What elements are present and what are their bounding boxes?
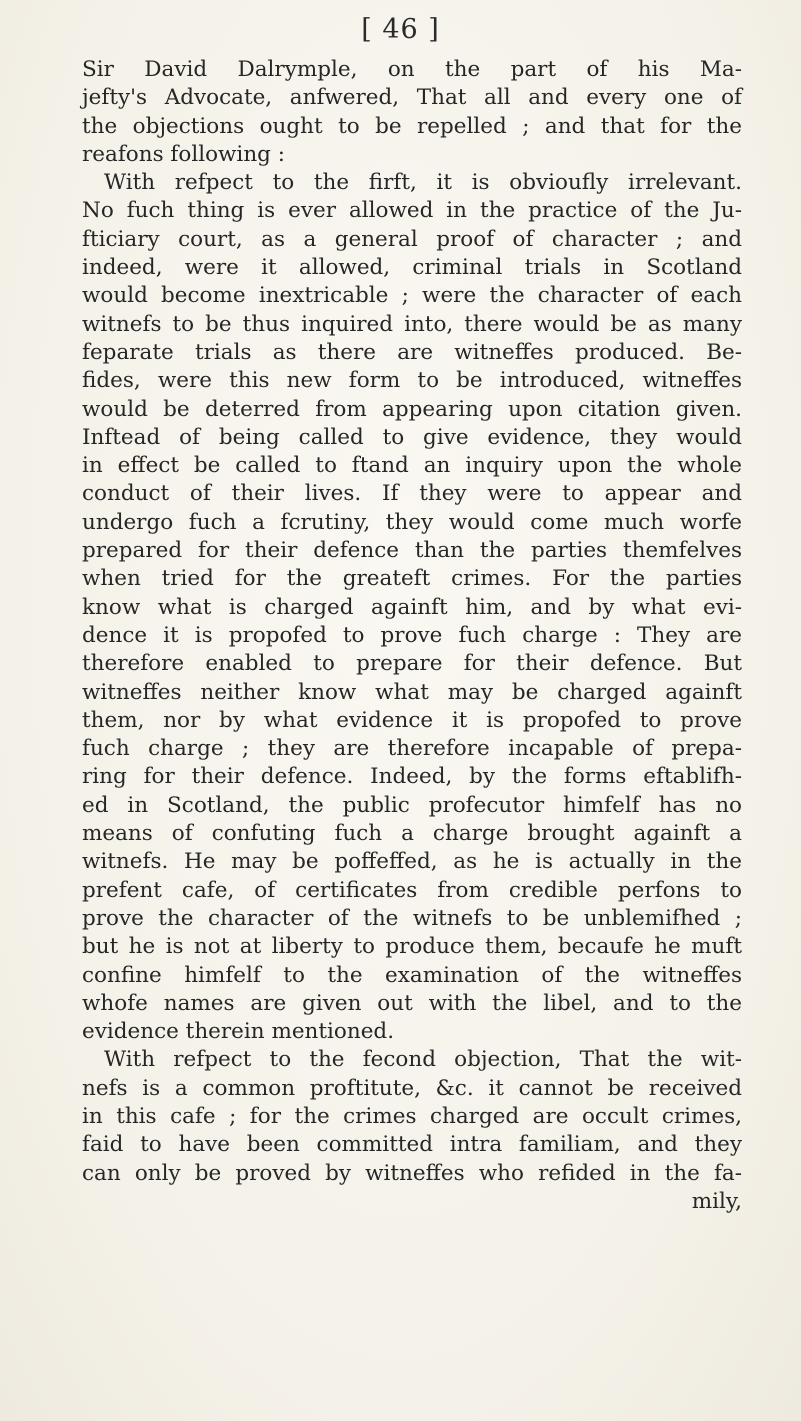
text-line: fticiary court, as a general proof of character ; and [82,226,742,252]
text-line: therefore enabled to prepare for their defence. But [82,651,742,677]
text-line: With refpect to the firft, it is obvioufly irrelevant. [104,170,742,196]
text-line: prefent cafe, of certificates from credible perfons to [82,877,742,903]
text-line: confine himfelf to the examination of the witneffes [82,962,742,988]
text-line: in this cafe ; for the crimes charged are occult crimes, [82,1103,742,1129]
text-line: Inftead of being called to give evidence, they would [82,424,742,450]
text-line: the objections ought to be repelled ; and that for the [82,113,742,139]
text-line: but he is not at liberty to produce them, becaufe he muft [82,934,742,960]
text-line: jefty's Advocate, anfwered, That all and every one of [82,85,742,111]
text-line: means of confuting fuch a charge brought againft a [82,821,742,847]
text-line: can only be proved by witneffes who refided in the fa- [82,1160,742,1186]
text-line: No fuch thing is ever allowed in the practice of the Ju- [82,198,742,224]
text-line: prove the character of the witnefs to be unblemifhed ; [82,905,742,931]
text-line: evidence therein mentioned. [82,1019,395,1045]
text-line: Sir David Dalrymple, on the part of his Ma- [82,57,742,82]
text-line: nefs is a common proftitute, &c. it cannot be received [82,1075,742,1101]
text-line: witneffes neither know what may be charged againft [82,679,742,705]
text-line: fuch charge ; they are therefore incapable of prepa- [82,736,742,762]
text-line: reafons following : [82,141,286,167]
catchword: mily, [691,1188,742,1214]
text-line: faid to have been committed intra familiam, and they [82,1132,742,1158]
text-line: would be deterred from appearing upon citation given. [82,396,742,422]
text-line: With refpect to the fecond objection, That the wit- [104,1047,742,1073]
text-line: them, nor by what evidence it is propofed to prove [82,707,742,733]
text-line: undergo fuch a fcrutiny, they would come much worfe [82,509,742,535]
body-text [82,56,742,1216]
text-line: ed in Scotland, the public profecutor himfelf has no [82,792,742,818]
text-line: witnefs to be thus inquired into, there would be as many [82,311,742,337]
text-line: when tried for the greateft crimes. For the parties [82,566,742,592]
text-line: indeed, were it allowed, criminal trials in Scotland [82,255,742,281]
text-line: in effect be called to ftand an inquiry upon the whole [82,453,742,479]
text-line: whofe names are given out with the libel, and to the [82,990,742,1016]
text-line: ring for their defence. Indeed, by the forms eftablifh- [82,764,742,790]
text-line: witnefs. He may be poffeffed, as he is actually in the [82,849,742,875]
text-line: know what is charged againft him, and by what evi- [82,594,742,620]
text-line: fides, were this new form to be introduced, witneffes [82,368,742,394]
text-line: feparate trials as there are witneffes produced. Be- [82,339,742,365]
text-line: conduct of their lives. If they were to appear and [82,481,742,507]
page-number: [ 46 ] [361,14,440,45]
text-line: would become inextricable ; were the character of each [82,283,742,309]
text-line: dence it is propofed to prove fuch charge : They are [82,622,742,648]
text-line: prepared for their defence than the parties themfelves [82,538,742,564]
